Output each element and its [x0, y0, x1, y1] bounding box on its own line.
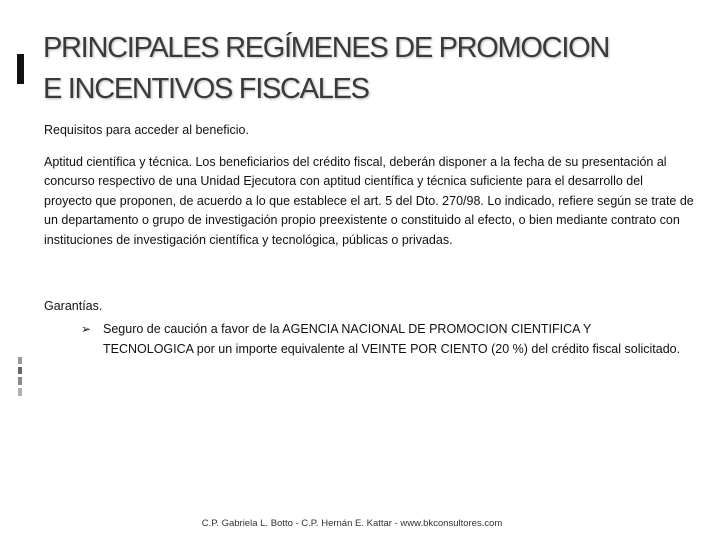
side-decoration-mark [18, 377, 22, 385]
garantias-heading: Garantías. [44, 299, 103, 313]
garantia-bullet-text: Seguro de caución a favor de la AGENCIA NACIONAL DE PROMOCION CIENTIFICA Y TECNOLOGICA por un importe equivalente al VEINTE POR CIENTO (20 %) del crédito fiscal solicitado. [103, 322, 681, 356]
garantia-bullet [81, 320, 681, 359]
side-decoration-mark [18, 357, 22, 364]
footer-credits: C.P. Gabriela L. Botto - C.P. Hernán E. Kattar - www.bkconsultores.com [201, 518, 503, 529]
requisitos-heading: Requisitos para acceder al beneficio. [44, 123, 249, 137]
arrow-bullet-icon: ➢ [81, 322, 92, 336]
slide-title [43, 28, 693, 110]
title-line-1: PRINCIPALES REGÍMENES DE PROMOCION [43, 32, 609, 64]
title-line-2: E INCENTIVOS FISCALES [43, 73, 369, 105]
aptitud-paragraph: Aptitud científica y técnica. Los beneficiarios del crédito fiscal, deberán disponer a la fecha de su presentación al concurso respectivo de una Unidad Ejecutora con aptitud científica y técnica suficiente para el desarrollo del proyecto que proponen, de acuerdo a lo que establece el art. 5 del Dto. 270/98. Lo indicado, refiere según se trate de un departamento o grupo de investigación propio preexistente o constituido al efecto, o bien mediante contrato con instituciones de investigación científica y tecnológica, públicas o privadas. [44, 154, 694, 247]
slide-body [44, 121, 694, 250]
title-marker [17, 54, 24, 84]
side-decoration-mark [18, 367, 22, 374]
side-decoration-mark [18, 388, 22, 396]
